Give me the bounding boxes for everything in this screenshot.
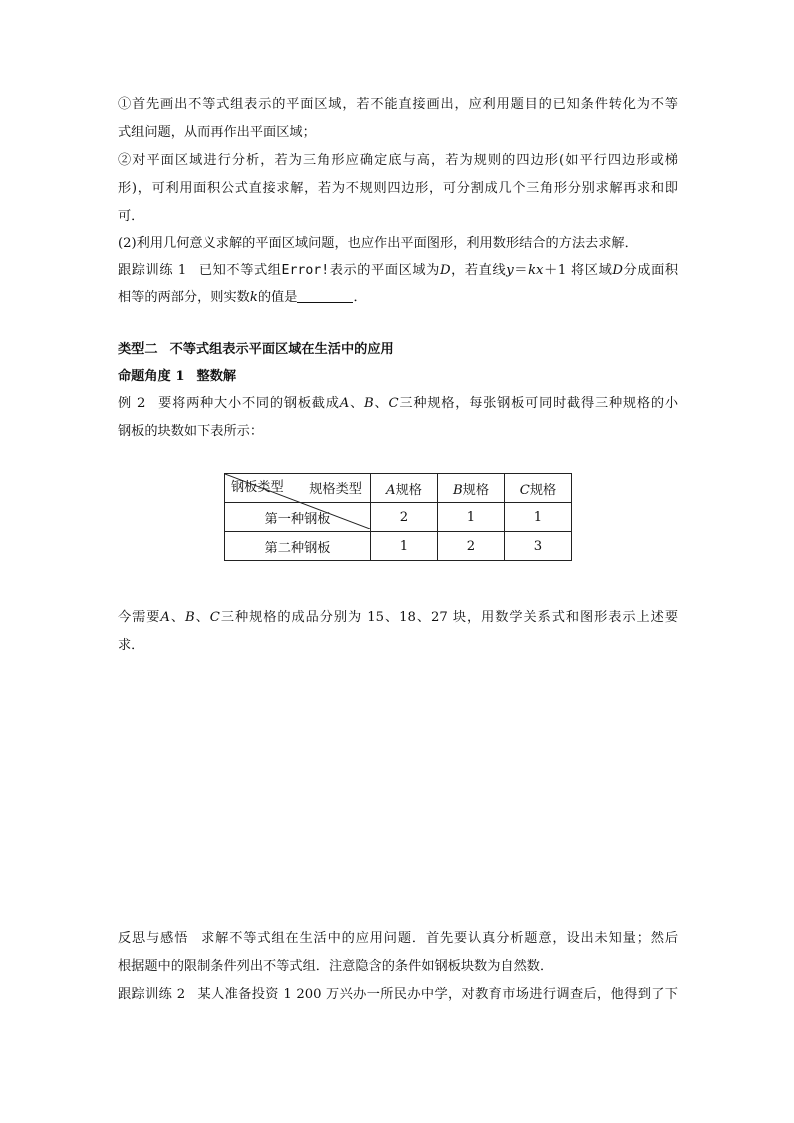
corner-bottom-label: 钢板类型: [231, 480, 284, 495]
row-label: 第二种钢板: [225, 532, 371, 561]
example-2-label: 例 2: [118, 396, 146, 411]
practice-1-line-2: 相等的两部分，则实数k的值是 ．: [118, 290, 367, 305]
corner-top-label: 规格类型: [309, 482, 362, 497]
practice-2-label: 跟踪训练 2: [118, 987, 186, 1002]
header-spec-b: B规格: [438, 474, 505, 503]
method-step-2-line-2: 形)，可利用面积公式直接求解，若为不规则四边形，可分割成几个三角形分别求解再求和即: [118, 181, 678, 196]
section-heading-type-2: 类型二 不等式组表示平面区域在生活中的应用: [118, 342, 394, 357]
reflection-label: 反思与感悟: [118, 931, 189, 946]
method-step-1-line-2: 式组问题，从而再作出平面区域；: [118, 125, 316, 140]
row-label: 第一种钢板: [225, 503, 371, 532]
practice-2-line-1: 跟踪训练 2 某人准备投资 1 200 万兴办一所民办中学，对教育市场进行调查后，他得到了下: [118, 987, 678, 1002]
table-header-row: [225, 474, 572, 503]
example-2-line-1: 例 2 要将两种大小不同的钢板截成A、B、C三种规格，每张钢板可同时截得三种规格的小: [118, 396, 679, 411]
error-placeholder: Error!: [281, 263, 330, 278]
practice-1-line-1: 跟踪训练 1 已知不等式组Error!表示的平面区域为D，若直线y＝kx＋1 将区域D分成面积: [118, 263, 679, 278]
requirement-line-1: 今需要A、B、C三种规格的成品分别为 15、18、27 块，用数学关系式和图形表示上述要: [118, 610, 679, 625]
subsection-heading-angle-1: 命题角度 1 整数解: [118, 369, 237, 384]
method-step-2-line-1: ②对平面区域进行分析，若为三角形应确定底与高，若为规则的四边形(如平行四边形或梯: [118, 153, 678, 168]
table-cell: 2: [371, 503, 438, 532]
table-cell: 1: [505, 503, 572, 532]
table-cell: 2: [438, 532, 505, 561]
practice-1-label: 跟踪训练 1: [118, 263, 187, 278]
table-cell: 1: [438, 503, 505, 532]
answer-blank: [297, 289, 353, 303]
method-step-1-line-1: ①首先画出不等式组表示的平面区域，若不能直接画出，应利用题目的已知条件转化为不等: [118, 97, 678, 112]
header-spec-a: A规格: [371, 474, 438, 503]
table-corner-cell: [225, 474, 371, 503]
steel-plate-spec-table: [224, 473, 572, 561]
table-cell: 1: [371, 532, 438, 561]
method-step-2-line-3: 可．: [118, 209, 145, 224]
table-row: [225, 532, 572, 561]
reflection-line-2: 根据题中的限制条件列出不等式组．注意隐含的条件如钢板块数为自然数．: [118, 959, 554, 974]
example-2-line-2: 钢板的块数如下表所示：: [118, 424, 264, 439]
reflection-line-1: 反思与感悟 求解不等式组在生活中的应用问题．首先要认真分析题意，设出未知量；然后: [118, 931, 679, 946]
header-spec-c: C规格: [505, 474, 572, 503]
table-cell: 3: [505, 532, 572, 561]
requirement-line-2: 求．: [118, 638, 145, 653]
method-geometric-meaning: (2)利用几何意义求解的平面区域问题，也应作出平面图形，利用数形结合的方法去求解．: [118, 236, 638, 251]
